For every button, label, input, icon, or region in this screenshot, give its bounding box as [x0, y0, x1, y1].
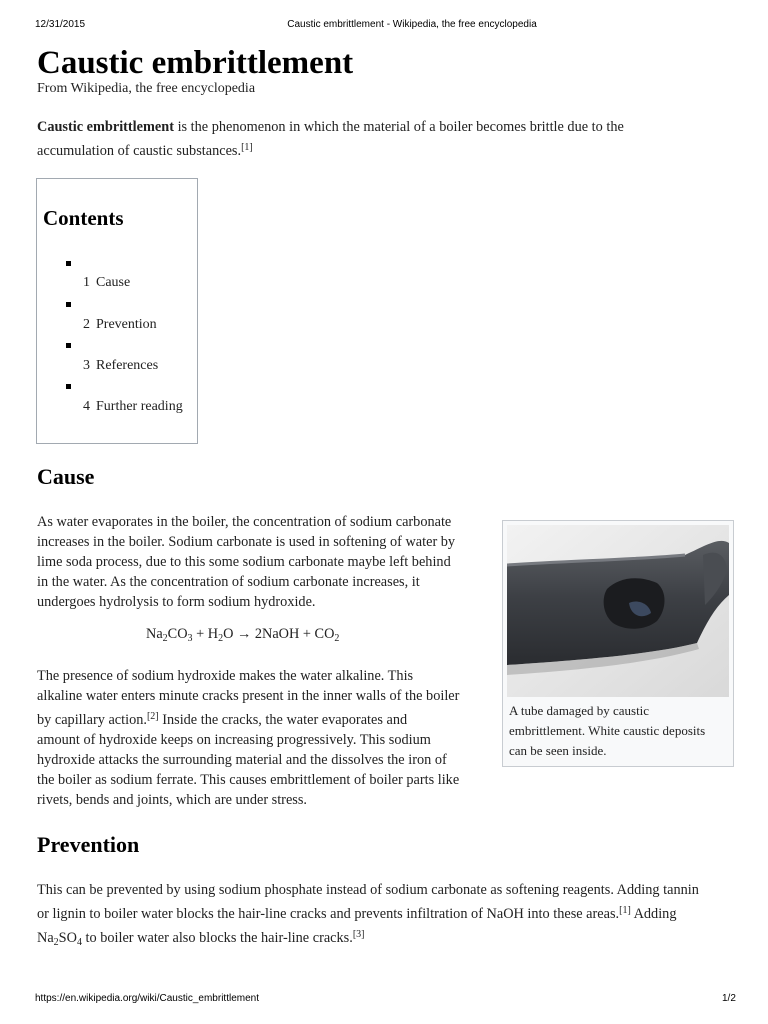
intro-paragraph [37, 117, 737, 161]
intro-line-2: accumulation of caustic substances. [37, 143, 242, 159]
cause-ref-link[interactable]: [2] [146, 711, 159, 722]
print-page-number: 1/2 [722, 993, 736, 1004]
cause-paragraph-1: As water evaporates in the boiler, the concentration of sodium carbonate increases in the boiler. Sodium carbonate is used in softening of water by lime soda process, due to this some sodium carbonate maybe left behind in the water. As the concentration of sodium carbonate increases, it undergoes hydrolysis to form sodium hydroxide. [37, 514, 456, 610]
intro-bold-term: Caustic embrittlement [37, 119, 174, 135]
intro-ref-link[interactable]: [1] [241, 142, 253, 153]
toc-heading: Contents [43, 206, 124, 230]
toc-item-cause[interactable]: 1 Cause [83, 275, 131, 290]
damaged-tube-image[interactable] [507, 525, 729, 697]
toc-bullet [66, 302, 71, 307]
print-title: Caustic embrittlement - Wikipedia, the free encyclopedia [287, 19, 537, 30]
toc-bullet [66, 261, 71, 266]
figure-thumbnail [502, 520, 734, 767]
toc-item-prevention[interactable]: 2 Prevention [83, 317, 157, 332]
print-url: https://en.wikipedia.org/wiki/Caustic_embrittlement [35, 993, 259, 1004]
prevention-ref-link-1[interactable]: [1] [619, 905, 631, 916]
page-tagline: From Wikipedia, the free encyclopedia [37, 81, 256, 96]
intro-line-1: is the phenomenon in which the material of a boiler becomes brittle due to the [177, 119, 624, 135]
prevention-ref-link-2[interactable]: [3] [352, 929, 365, 940]
toc-item-further-reading[interactable]: 4 Further reading [83, 399, 183, 414]
page-title: Caustic embrittlement [37, 45, 354, 81]
toc-item-references[interactable]: 3 References [83, 358, 159, 373]
toc-bullet [66, 343, 71, 348]
table-of-contents [36, 178, 198, 444]
print-date: 12/31/2015 [35, 19, 86, 30]
toc-bullet [66, 384, 71, 389]
section-heading-cause: Cause [37, 464, 95, 489]
cause-paragraph-2: The presence of sodium hydroxide makes the water alkaline. This alkaline water enters minute cracks present in the inner walls of the boiler by capillary action.[2] Inside the cracks, the water evaporates and amount of hydroxide keeps on increasing progressively. This sodium hydroxide attacks the surrounding material and the dissolves the iron of the boiler as sodium ferrate. This causes embrittlement of boiler parts like rivets, bends and joints, which are under stress. [37, 668, 460, 808]
chemical-equation: $Na_2CO_3 + H_2O$ → 2NaOH + $CO_2$ [146, 626, 340, 644]
prevention-paragraph: This can be prevented by using sodium phosphate instead of sodium carbonate as softening reagents. Adding tannin or lignin to boiler water blocks the hair-line cracks and prevents infiltration of NaOH into these areas.[1] Adding $Na_2SO_4$ to boiler water also blocks the hair-line cracks.[3] [37, 882, 699, 948]
figure-caption: A tube damaged by caustic embrittlement. White caustic deposits can be seen inside. [509, 703, 706, 758]
section-heading-prevention: Prevention [37, 832, 140, 857]
